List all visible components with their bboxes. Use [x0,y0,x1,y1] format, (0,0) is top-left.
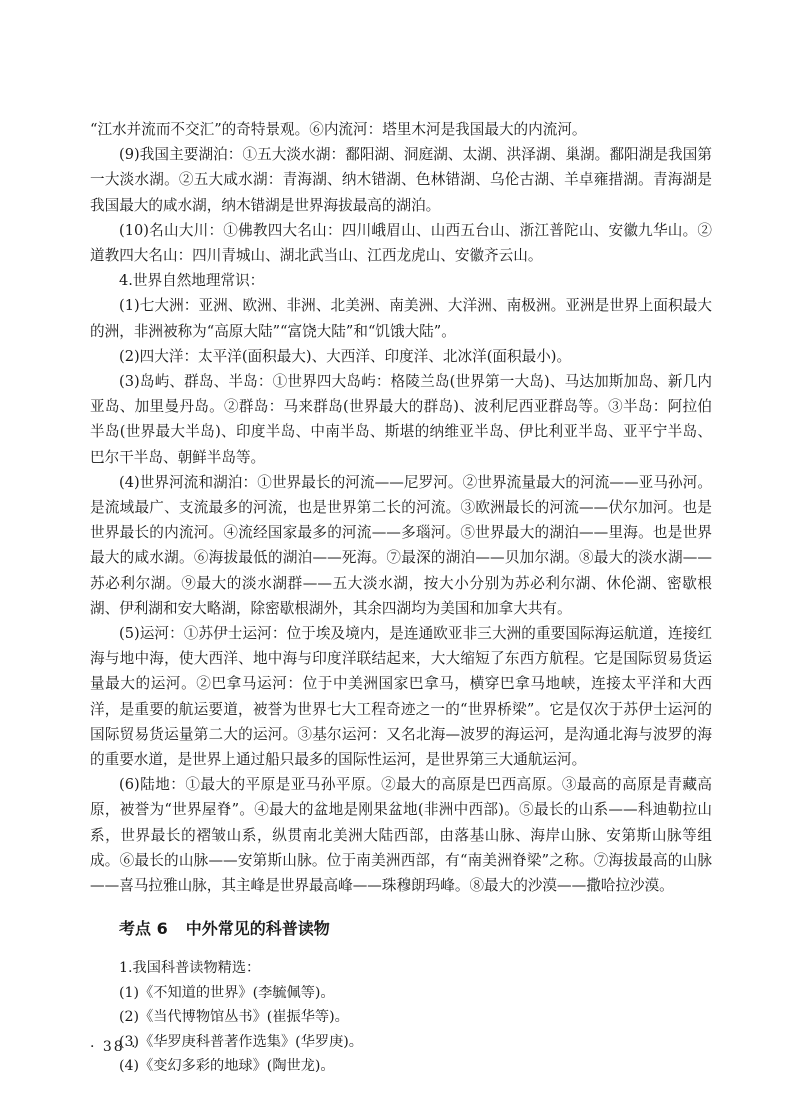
paragraph-canals: (5)运河：①苏伊士运河：位于埃及境内，是连通欧亚非三大洲的重要国际海运航道，连接红海与地中海，使大西洋、地中海与印度洋联结起来，大大缩短了东西方航程。它是国际贸易货运量最大的运河。②巴拿马运河：位于中美洲国家巴拿马，横穿巴拿马地峡，连接太平洋和大西洋，是重要的航运要道，被誉为世界七大工程奇迹之一的“世界桥梁”。它是仅次于苏伊士运河的国际贸易货运量第二大的运河。③基尔运河：又名北海—波罗的海运河，是沟通北海与波罗的海的重要水道，是世界上通过船只最多的国际性运河，是世界第三大通航运河。 [90,625,712,769]
book-list [90,956,712,1079]
main-text [90,117,712,1079]
book-item: (1)《不知道的世界》(李毓佩等)。 [119,984,335,1001]
paragraph-rivers-lakes: (4)世界河流和湖泊：①世界最长的河流——尼罗河。②世界流量最大的河流——亚马孙河。是流域最广、支流最多的河流，也是世界第二长的河流。③欧洲最长的河流——伏尔加河。也是世界最长的内流河。④流经国家最多的河流——多瑙河。⑤世界最大的湖泊——里海。也是世界最大的咸水湖。⑥海拔最低的湖泊——死海。⑦最深的湖泊——贝加尔湖。⑧最大的淡水湖——苏必利尔湖。⑨最大的淡水湖群——五大淡水湖，按大小分别为苏必利尔湖、休伦湖、密歇根湖、伊利湖和安大略湖，除密歇根湖外，其余四湖均为美国和加拿大共有。 [90,473,712,617]
section-label: 考点 6 [119,919,168,939]
page-number: · 38 · [90,1039,138,1055]
paragraph-world-geography-heading: 4.世界自然地理常识： [119,272,265,290]
paragraph-continuation: “江水并流而不交汇”的奇特景观。⑥内流河：塔里木河是我国最大的内流河。 [90,121,587,138]
section-title: 中外常见的科普读物 [185,919,330,939]
paragraph-islands: (3)岛屿、群岛、半岛：①世界四大岛屿：格陵兰岛(世界第一大岛)、马达加斯加岛、新几内亚岛、加里曼丹岛。②群岛：马来群岛(世界最大的群岛)、波利尼西亚群岛等。③半岛：阿拉伯半岛(世界最大半岛)、印度半岛、中南半岛、斯堪的纳维亚半岛、伊比利亚半岛、亚平宁半岛、巴尔干半岛、朝鲜半岛等。 [90,373,712,466]
paragraph-lakes-china: (9)我国主要湖泊：①五大淡水湖：鄱阳湖、洞庭湖、太湖、洪泽湖、巢湖。鄱阳湖是我国第一大淡水湖。②五大咸水湖：青海湖、纳木错湖、色林错湖、乌伦古湖、羊卓雍措湖。青海湖是我国最大的咸水湖，纳木错湖是世界海拔最高的湖泊。 [90,146,712,214]
book-item: (3)《华罗庚科普著作选集》(华罗庚)。 [119,1033,363,1050]
paragraph-land: (6)陆地：①最大的平原是亚马孙平原。②最大的高原是巴西高原。③最高的高原是青藏高原，被誉为“世界屋脊”。④最大的盆地是刚果盆地(非洲中西部)。⑤最长的山系——科迪勒拉山系，世界最长的褶皱山系，纵贯南北美洲大陆西部，由落基山脉、海岸山脉、安第斯山脉等组成。⑥最长的山脉——安第斯山脉。位于南美洲西部，有“南美洲脊梁”之称。⑦海拔最高的山脉——喜马拉雅山脉，其主峰是世界最高峰——珠穆朗玛峰。⑧最大的沙漠——撒哈拉沙漠。 [90,776,712,895]
paragraph-famous-mountains: (10)名山大川：①佛教四大名山：四川峨眉山、山西五台山、浙江普陀山、安徽九华山。②道教四大名山：四川青城山、湖北武当山、江西龙虎山、安徽齐云山。 [90,221,712,265]
section-heading [90,916,712,942]
book-item: (2)《当代博物馆丛书》(崔振华等)。 [119,1009,349,1026]
paragraph-continents: (1)七大洲：亚洲、欧洲、非洲、北美洲、南美洲、大洋洲、南极洲。亚洲是世界上面积最大的洲，非洲被称为“高原大陆”“富饶大陆”和“饥饿大陆”。 [90,297,712,340]
paragraph-oceans: (2)四大洋：太平洋(面积最大)、大西洋、印度洋、北冰洋(面积最小)。 [119,347,572,365]
book-list-heading: 1.我国科普读物精选： [119,960,261,977]
book-item: (4)《变幻多彩的地球》(陶世龙)。 [119,1058,335,1075]
